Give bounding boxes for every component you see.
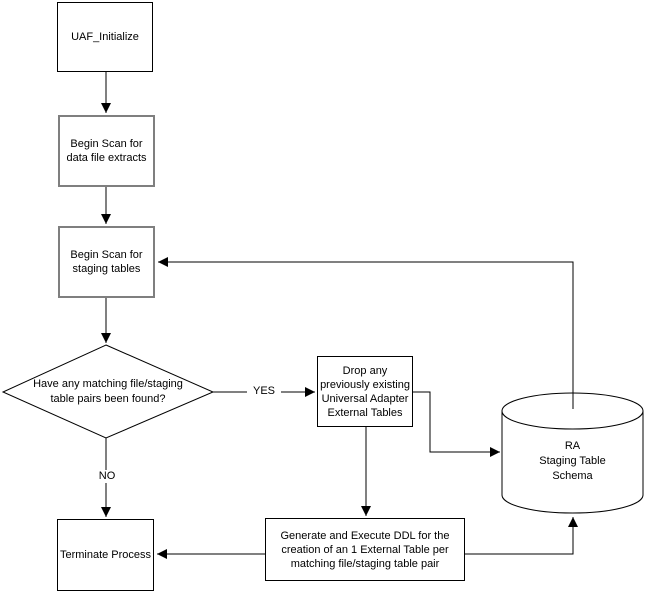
connector-drop-to-schema <box>413 392 500 452</box>
node-label-line: staging tables <box>72 263 141 275</box>
node-generate-ddl <box>265 518 465 581</box>
node-label-line: RA <box>564 440 581 452</box>
node-label-line: Begin Scan for <box>70 138 143 150</box>
node-scan-staging-tables <box>58 226 155 298</box>
node-label-line: Schema <box>552 470 593 482</box>
node-label: UAF_Initialize <box>71 31 139 43</box>
node-uaf-initialize <box>57 2 153 72</box>
edge-label-yes: YES <box>247 385 281 398</box>
node-label: Terminate Process <box>59 549 152 561</box>
node-scan-data-files <box>58 115 155 187</box>
node-label-line: Staging Table <box>539 455 606 467</box>
node-label-line: matching file/staging table pair <box>290 557 440 570</box>
edge-label-no: NO <box>92 470 122 483</box>
node-label-line: creation of an 1 External Table per <box>281 543 449 556</box>
node-label-line: Have any matching file/staging <box>33 378 183 390</box>
node-label-line: External Tables <box>327 406 403 419</box>
node-label-line: Begin Scan for <box>70 249 143 261</box>
node-label-line: data file extracts <box>66 152 147 164</box>
decision-diamond-label <box>13 377 203 407</box>
connector-generate-to-schema <box>465 517 573 554</box>
node-label-line: previously existing <box>320 378 410 391</box>
database-cylinder-label <box>502 439 643 484</box>
node-drop-external-tables <box>317 356 413 427</box>
node-terminate-process <box>57 519 154 591</box>
node-label-line: Universal Adapter <box>321 392 409 405</box>
node-label-line: Generate and Execute DDL for the <box>280 529 450 542</box>
node-label-line: table pairs been found? <box>50 393 166 405</box>
node-label-line: Drop any <box>342 364 388 377</box>
